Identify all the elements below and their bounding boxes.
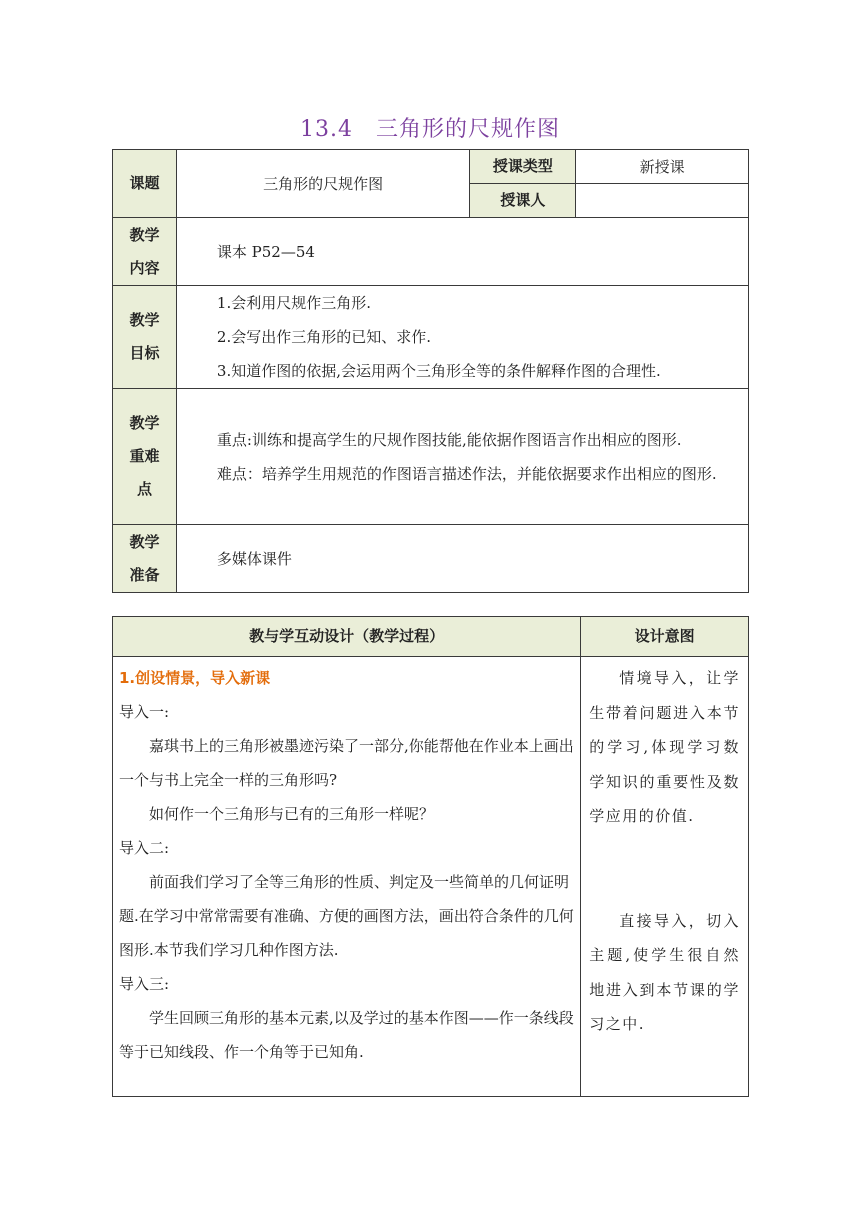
process-header: 教与学互动设计（教学过程） [113,617,581,657]
intent-header: 设计意图 [581,617,749,657]
goal-item: 3.知道作图的依据,会运用两个三角形全等的条件解释作图的合理性. [216,362,661,380]
page-title: 13.4 三角形的尺规作图 [300,117,560,142]
content-value: 课本 P52—54 [176,218,748,286]
prep-label: 教学 准备 [113,525,177,593]
prep-value: 多媒体课件 [176,525,748,593]
intro1-paragraph: 嘉琪书上的三角形被墨迹污染了一部分,你能帮他在作业本上画出一个与书上完全一样的三角形吗? [119,737,574,789]
intent-2: 直接导入，切入主题,使学生很自然地进入到本节课的学习之中. [589,911,740,1033]
intro1-label: 导入一: [119,703,170,721]
goal-item: 1.会利用尺规作三角形. [216,294,371,312]
content-label: 教学 内容 [113,218,177,286]
section-title: 1.创设情景，导入新课 [119,669,271,687]
key-point: 重点:训练和提高学生的尺规作图技能,能依据作图语言作出相应的图形. [216,430,682,449]
intro1-question: 如何作一个三角形与已有的三角形一样呢？ [149,805,435,823]
intro3-label: 导入三: [119,975,170,993]
lesson-plan-table [112,149,749,593]
goal-item: 2.会写出作三角形的已知、求作. [216,328,431,346]
intro3-paragraph: 学生回顾三角形的基本元素,以及学过的基本作图——作一条线段等于已知线段、作一个角等于已知角. [119,1009,574,1061]
lesson-type-value: 新授课 [576,150,749,184]
teacher-value [576,184,749,218]
teaching-process-table [112,616,749,1097]
intent-content [581,657,749,1097]
topic-label: 课题 [113,150,177,218]
difficult-point: 难点：培养学生用规范的作图语言描述作法，并能依据要求作出相应的图形. [216,464,717,483]
lesson-type-label: 授课类型 [470,150,576,184]
intro2-label: 导入二: [119,839,170,857]
goals-label: 教学 目标 [113,286,177,389]
process-content [113,657,581,1097]
teacher-label: 授课人 [470,184,576,218]
topic-value: 三角形的尺规作图 [176,150,470,218]
goals-list [176,286,748,389]
difficulty-label: 教学 重难 点 [113,389,177,525]
intent-1: 情境导入，让学生带着问题进入本节的学习,体现学习数学知识的重要性及数学应用的价值. [589,669,740,825]
difficulty-content [176,389,748,525]
intro2-paragraph: 前面我们学习了全等三角形的性质、判定及一些简单的几何证明题.在学习中常常需要有准确、方便的画图方法，画出符合条件的几何图形.本节我们学习几种作图方法. [119,873,574,959]
